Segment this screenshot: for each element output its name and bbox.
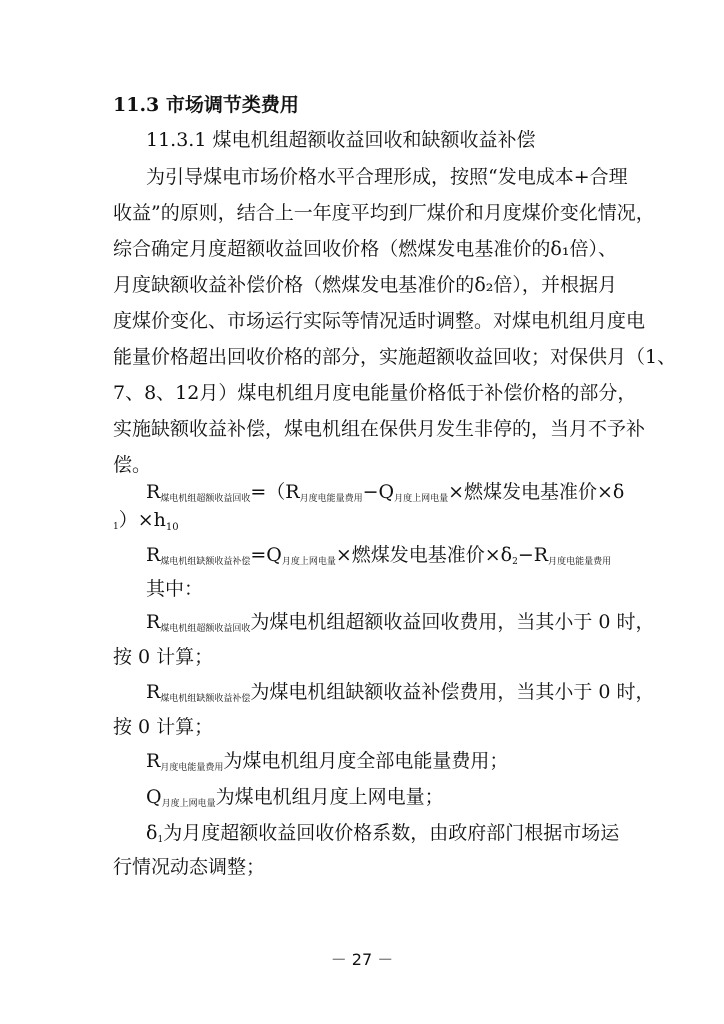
where-label: 其中：	[146, 578, 204, 600]
paragraph-line: 实施缺额收益补偿，煤电机组在保供月发生非停的，当月不予补	[113, 418, 646, 440]
formula-text: ×燃煤发电基准价×δ	[335, 544, 513, 566]
definition-text: 为煤电机组月度上网电量；	[215, 786, 444, 808]
formula-subscript: 2	[512, 557, 518, 567]
formula-subscript: 月度上网电量	[394, 494, 449, 504]
formula-subscript: 煤电机组超额收益回收	[160, 624, 251, 634]
paragraph-line: 偿。	[113, 454, 152, 476]
paragraph-line: 为引导煤电市场价格水平合理形成，按照“发电成本+合理	[146, 166, 628, 188]
paragraph-line: 月度缺额收益补偿价格（燃煤发电基准价的δ₂倍），并根据月	[113, 274, 617, 296]
formula-symbol: R	[146, 481, 161, 503]
formula-recovery	[146, 480, 624, 511]
formula-text: ）×h	[118, 509, 166, 531]
formula-subscript: 1	[157, 835, 164, 845]
formula-subscript: 月度上网电量	[161, 799, 216, 809]
definition-energy-fee	[146, 749, 508, 780]
definition-cont: 按 0 计算；	[113, 716, 214, 738]
formula-symbol: R	[146, 544, 161, 566]
formula-text: =（R	[250, 481, 300, 503]
formula-symbol: δ	[146, 822, 158, 844]
paragraph-line: 度煤价变化、市场运行实际等情况适时调整。对煤电机组月度电	[113, 310, 646, 332]
paragraph-line: 能量价格超出回收价格的部分，实施超额收益回收；对保供月（1、	[113, 346, 677, 368]
definition-cont: 行情况动态调整；	[113, 856, 266, 878]
formula-symbol: R	[146, 750, 161, 772]
paragraph-line: 7、8、12月）煤电机组月度电能量价格低于补偿价格的部分，	[113, 382, 637, 404]
paragraph-line: 收益”的原则，结合上一年度平均到厂煤价和月度煤价变化情况，	[113, 202, 655, 224]
formula-subscript: 10	[165, 522, 179, 533]
section-title: 11.3 市场调节类费用	[113, 94, 299, 116]
formula-text: −Q	[362, 481, 395, 503]
formula-recovery-cont	[113, 508, 179, 540]
formula-compensation	[146, 543, 611, 574]
definition-compensation	[146, 680, 655, 711]
definition-recovery	[146, 610, 655, 641]
formula-subscript: 月度上网电量	[281, 557, 336, 567]
definition-text: 为月度超额收益回收价格系数，由政府部门根据市场运	[163, 822, 620, 844]
subsection-title: 11.3.1 煤电机组超额收益回收和缺额收益补偿	[146, 129, 536, 151]
formula-subscript: 1	[113, 522, 119, 532]
formula-subscript: 月度电能量费用	[548, 557, 612, 567]
formula-symbol: Q	[146, 786, 162, 808]
formula-symbol: R	[146, 611, 161, 633]
formula-text: −R	[517, 544, 549, 566]
definition-text: 为煤电机组月度全部电能量费用；	[223, 750, 509, 772]
formula-text: ×燃煤发电基准价×δ	[448, 481, 625, 503]
paragraph-line: 综合确定月度超额收益回收价格（燃煤发电基准价的δ₁倍）、	[113, 238, 617, 260]
definition-delta1	[146, 821, 619, 852]
formula-subscript: 煤电机组缺额收益补偿	[160, 694, 251, 704]
definition-cont: 按 0 计算；	[113, 646, 214, 668]
formula-symbol: R	[146, 681, 161, 703]
definition-text: 为煤电机组超额收益回收费用，当其小于 0 时，	[250, 611, 655, 633]
definition-grid-volume	[146, 785, 444, 816]
formula-subscript: 煤电机组超额收益回收	[160, 494, 251, 504]
formula-subscript: 月度电能量费用	[299, 494, 363, 504]
formula-subscript: 月度电能量费用	[160, 763, 224, 773]
formula-text: =Q	[250, 544, 282, 566]
page-number: － 27 －	[330, 950, 394, 969]
formula-subscript: 煤电机组缺额收益补偿	[160, 557, 251, 567]
definition-text: 为煤电机组缺额收益补偿费用，当其小于 0 时，	[250, 681, 655, 703]
